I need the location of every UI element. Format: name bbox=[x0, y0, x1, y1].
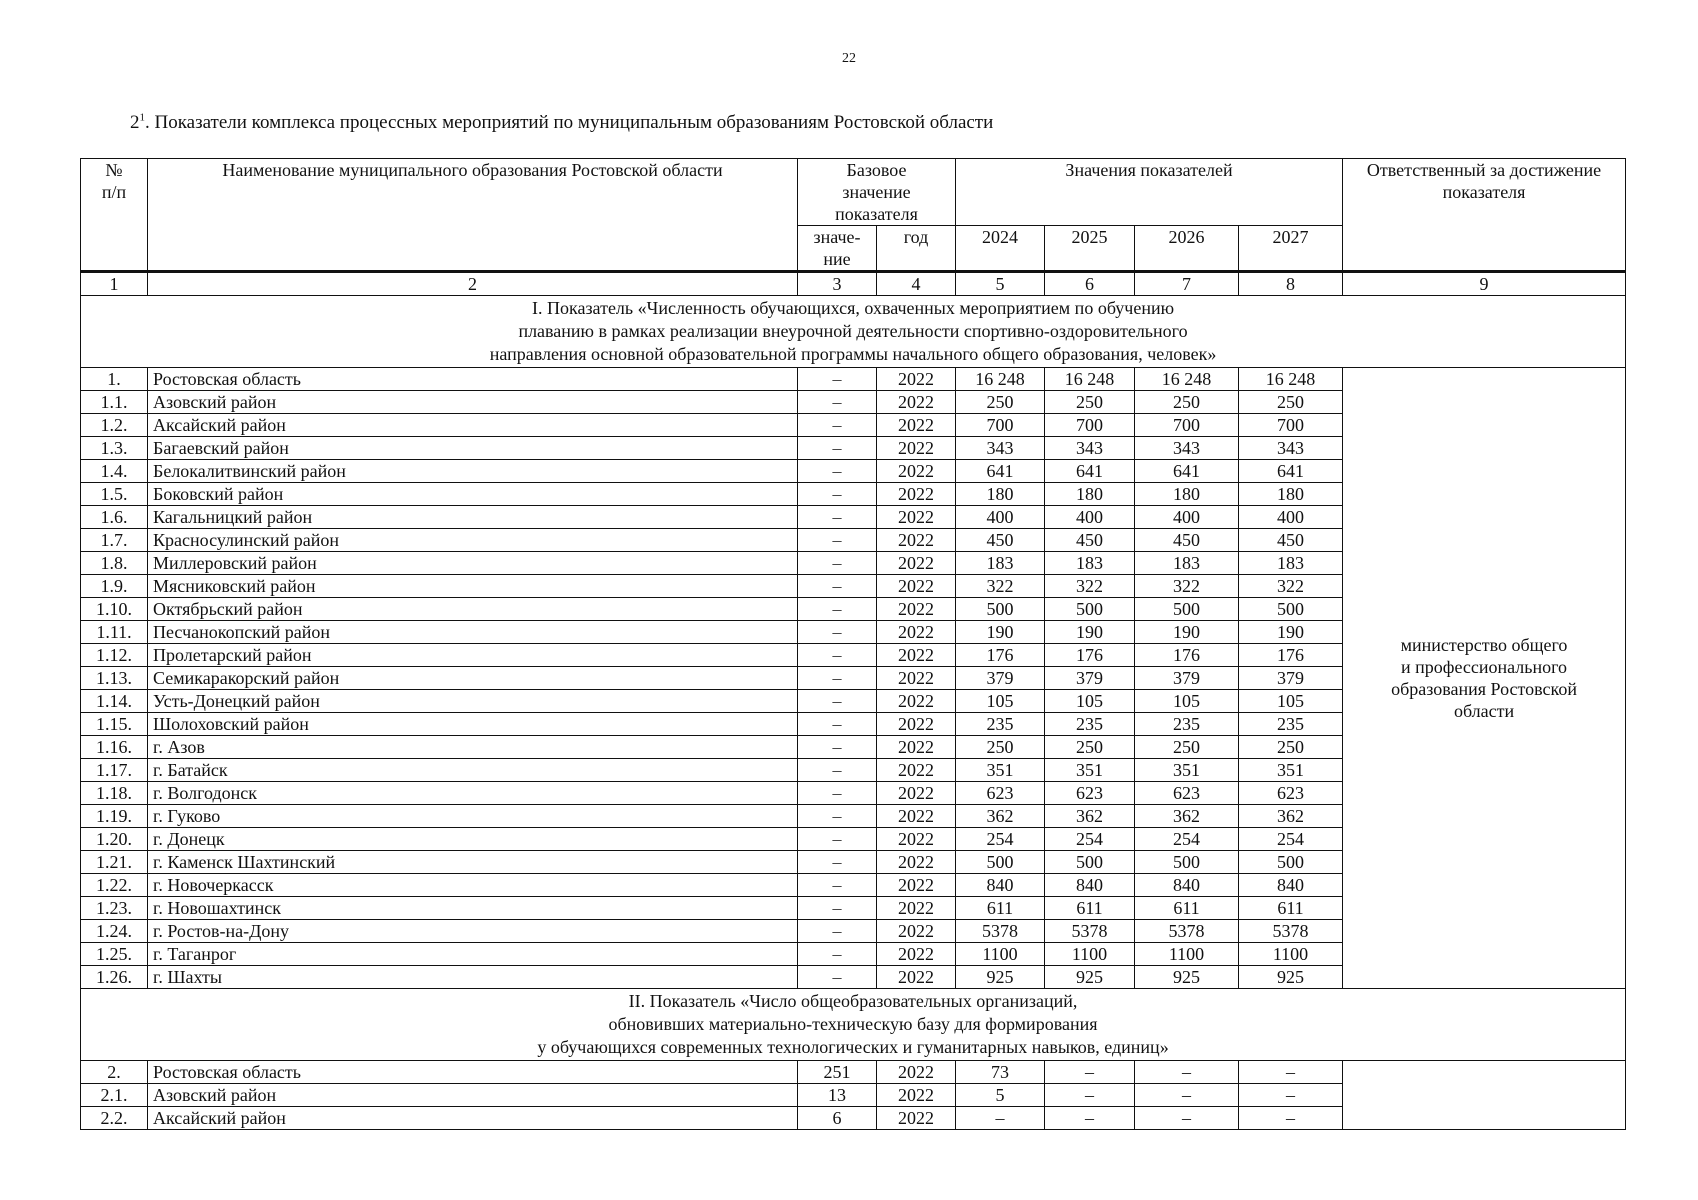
base-year: 2022 bbox=[877, 414, 956, 437]
row-number: 2. bbox=[81, 1061, 148, 1084]
value-2026: 190 bbox=[1135, 621, 1239, 644]
municipality-name: г. Гуково bbox=[148, 805, 798, 828]
header-row-1 bbox=[81, 159, 1626, 226]
value-2024: 190 bbox=[956, 621, 1045, 644]
column-number: 3 bbox=[798, 272, 877, 296]
base-value: – bbox=[798, 851, 877, 874]
municipality-name: Азовский район bbox=[148, 1084, 798, 1107]
responsible-cell bbox=[1343, 1061, 1626, 1130]
base-value: – bbox=[798, 713, 877, 736]
value-2026: 840 bbox=[1135, 874, 1239, 897]
value-2026: – bbox=[1135, 1061, 1239, 1084]
value-2026: 322 bbox=[1135, 575, 1239, 598]
value-2027: 500 bbox=[1239, 851, 1343, 874]
value-2027: 16 248 bbox=[1239, 368, 1343, 391]
base-year: 2022 bbox=[877, 460, 956, 483]
value-2024: 73 bbox=[956, 1061, 1045, 1084]
value-2025: 500 bbox=[1045, 851, 1135, 874]
table-row bbox=[81, 368, 1626, 391]
base-year: 2022 bbox=[877, 667, 956, 690]
base-year: 2022 bbox=[877, 1084, 956, 1107]
row-number: 1.20. bbox=[81, 828, 148, 851]
value-2026: 250 bbox=[1135, 391, 1239, 414]
value-2024: 180 bbox=[956, 483, 1045, 506]
value-2026: – bbox=[1135, 1107, 1239, 1130]
base-value: – bbox=[798, 483, 877, 506]
base-value: – bbox=[798, 667, 877, 690]
row-number: 1.25. bbox=[81, 943, 148, 966]
value-2026: 183 bbox=[1135, 552, 1239, 575]
value-2027: – bbox=[1239, 1084, 1343, 1107]
value-2027: 5378 bbox=[1239, 920, 1343, 943]
value-2027: 322 bbox=[1239, 575, 1343, 598]
value-2025: 1100 bbox=[1045, 943, 1135, 966]
municipality-name: г. Шахты bbox=[148, 966, 798, 989]
value-2025: 500 bbox=[1045, 598, 1135, 621]
base-year: 2022 bbox=[877, 644, 956, 667]
municipality-name: г. Батайск bbox=[148, 759, 798, 782]
base-value: – bbox=[798, 920, 877, 943]
value-2027: 641 bbox=[1239, 460, 1343, 483]
title-text: . Показатели комплекса процессных мероприятий по муниципальным образованиям Ростовской области bbox=[145, 112, 994, 133]
value-2024: 623 bbox=[956, 782, 1045, 805]
value-2026: 16 248 bbox=[1135, 368, 1239, 391]
base-year: 2022 bbox=[877, 920, 956, 943]
base-year: 2022 bbox=[877, 1107, 956, 1130]
base-year: 2022 bbox=[877, 897, 956, 920]
municipality-name: г. Ростов-на-Дону bbox=[148, 920, 798, 943]
value-2026: 343 bbox=[1135, 437, 1239, 460]
base-year: 2022 bbox=[877, 529, 956, 552]
base-value: – bbox=[798, 552, 877, 575]
value-2025: – bbox=[1045, 1061, 1135, 1084]
column-numbers-row bbox=[81, 272, 1626, 296]
base-value: – bbox=[798, 943, 877, 966]
value-2024: 925 bbox=[956, 966, 1045, 989]
value-2026: 250 bbox=[1135, 736, 1239, 759]
value-2024: 5 bbox=[956, 1084, 1045, 1107]
value-2024: 840 bbox=[956, 874, 1045, 897]
value-2027: – bbox=[1239, 1107, 1343, 1130]
value-2024: 235 bbox=[956, 713, 1045, 736]
value-2027: 176 bbox=[1239, 644, 1343, 667]
row-number: 1.11. bbox=[81, 621, 148, 644]
header-name: Наименование муниципального образования Ростовской области bbox=[148, 159, 798, 272]
row-number: 1.13. bbox=[81, 667, 148, 690]
value-2024: 400 bbox=[956, 506, 1045, 529]
value-2026: 925 bbox=[1135, 966, 1239, 989]
value-2026: 176 bbox=[1135, 644, 1239, 667]
base-value: – bbox=[798, 736, 877, 759]
column-number: 2 bbox=[148, 272, 798, 296]
value-2027: 1100 bbox=[1239, 943, 1343, 966]
base-year: 2022 bbox=[877, 736, 956, 759]
value-2025: 641 bbox=[1045, 460, 1135, 483]
municipality-name: Кагальницкий район bbox=[148, 506, 798, 529]
section-header-row bbox=[81, 989, 1626, 1061]
value-2026: 379 bbox=[1135, 667, 1239, 690]
value-2027: 840 bbox=[1239, 874, 1343, 897]
value-2026: 450 bbox=[1135, 529, 1239, 552]
column-number: 6 bbox=[1045, 272, 1135, 296]
value-2025: 611 bbox=[1045, 897, 1135, 920]
value-2024: 1100 bbox=[956, 943, 1045, 966]
value-2027: 235 bbox=[1239, 713, 1343, 736]
base-value: – bbox=[798, 575, 877, 598]
row-number: 1.3. bbox=[81, 437, 148, 460]
municipality-name: г. Новочеркасск bbox=[148, 874, 798, 897]
base-year: 2022 bbox=[877, 782, 956, 805]
header-base-value: значе- ние bbox=[798, 226, 877, 272]
value-2025: 250 bbox=[1045, 736, 1135, 759]
header-year-2027: 2027 bbox=[1239, 226, 1343, 272]
row-number: 1.9. bbox=[81, 575, 148, 598]
base-year: 2022 bbox=[877, 805, 956, 828]
base-value: 6 bbox=[798, 1107, 877, 1130]
value-2026: 254 bbox=[1135, 828, 1239, 851]
value-2027: 500 bbox=[1239, 598, 1343, 621]
value-2026: 400 bbox=[1135, 506, 1239, 529]
value-2025: 190 bbox=[1045, 621, 1135, 644]
title-prefix: 2 bbox=[130, 112, 140, 133]
base-value: – bbox=[798, 828, 877, 851]
base-value: – bbox=[798, 897, 877, 920]
value-2024: 250 bbox=[956, 391, 1045, 414]
municipality-name: Аксайский район bbox=[148, 414, 798, 437]
base-value: – bbox=[798, 874, 877, 897]
row-number: 1.19. bbox=[81, 805, 148, 828]
municipality-name: Миллеровский район bbox=[148, 552, 798, 575]
base-year: 2022 bbox=[877, 851, 956, 874]
value-2024: 176 bbox=[956, 644, 1045, 667]
header-year-2024: 2024 bbox=[956, 226, 1045, 272]
base-year: 2022 bbox=[877, 828, 956, 851]
row-number: 1.26. bbox=[81, 966, 148, 989]
value-2024: 641 bbox=[956, 460, 1045, 483]
value-2025: 379 bbox=[1045, 667, 1135, 690]
base-year: 2022 bbox=[877, 437, 956, 460]
base-value: – bbox=[798, 391, 877, 414]
value-2025: 5378 bbox=[1045, 920, 1135, 943]
base-year: 2022 bbox=[877, 1061, 956, 1084]
row-number: 1.18. bbox=[81, 782, 148, 805]
base-year: 2022 bbox=[877, 966, 956, 989]
row-number: 1.6. bbox=[81, 506, 148, 529]
column-number: 8 bbox=[1239, 272, 1343, 296]
value-2027: 351 bbox=[1239, 759, 1343, 782]
value-2025: 176 bbox=[1045, 644, 1135, 667]
page-number: 22 bbox=[842, 51, 856, 66]
row-number: 1.4. bbox=[81, 460, 148, 483]
value-2026: 611 bbox=[1135, 897, 1239, 920]
value-2024: 250 bbox=[956, 736, 1045, 759]
value-2026: 235 bbox=[1135, 713, 1239, 736]
value-2026: 5378 bbox=[1135, 920, 1239, 943]
value-2024: 500 bbox=[956, 598, 1045, 621]
value-2026: 362 bbox=[1135, 805, 1239, 828]
municipality-name: Белокалитвинский район bbox=[148, 460, 798, 483]
base-value: – bbox=[798, 506, 877, 529]
row-number: 1.22. bbox=[81, 874, 148, 897]
municipality-name: г. Таганрог bbox=[148, 943, 798, 966]
municipality-name: Ростовская область bbox=[148, 1061, 798, 1084]
value-2027: 700 bbox=[1239, 414, 1343, 437]
base-value: 13 bbox=[798, 1084, 877, 1107]
base-year: 2022 bbox=[877, 552, 956, 575]
row-number: 1.14. bbox=[81, 690, 148, 713]
row-number: 1.12. bbox=[81, 644, 148, 667]
header-base-year: год bbox=[877, 226, 956, 272]
municipality-name: Пролетарский район bbox=[148, 644, 798, 667]
municipality-name: г. Донецк bbox=[148, 828, 798, 851]
indicators-table bbox=[80, 158, 1626, 1130]
value-2024: 379 bbox=[956, 667, 1045, 690]
base-year: 2022 bbox=[877, 391, 956, 414]
value-2025: 105 bbox=[1045, 690, 1135, 713]
municipality-name: Мясниковский район bbox=[148, 575, 798, 598]
base-value: – bbox=[798, 437, 877, 460]
base-year: 2022 bbox=[877, 575, 956, 598]
value-2025: 351 bbox=[1045, 759, 1135, 782]
base-value: – bbox=[798, 598, 877, 621]
value-2024: – bbox=[956, 1107, 1045, 1130]
row-number: 1. bbox=[81, 368, 148, 391]
base-value: – bbox=[798, 782, 877, 805]
header-num: № п/п bbox=[81, 159, 148, 272]
value-2024: 5378 bbox=[956, 920, 1045, 943]
value-2025: 235 bbox=[1045, 713, 1135, 736]
row-number: 2.2. bbox=[81, 1107, 148, 1130]
value-2024: 611 bbox=[956, 897, 1045, 920]
value-2027: 105 bbox=[1239, 690, 1343, 713]
base-value: – bbox=[798, 690, 877, 713]
value-2026: 1100 bbox=[1135, 943, 1239, 966]
value-2024: 183 bbox=[956, 552, 1045, 575]
value-2026: 700 bbox=[1135, 414, 1239, 437]
value-2026: 500 bbox=[1135, 598, 1239, 621]
municipality-name: Октябрьский район bbox=[148, 598, 798, 621]
base-value: – bbox=[798, 805, 877, 828]
municipality-name: Семикаракорский район bbox=[148, 667, 798, 690]
column-number: 5 bbox=[956, 272, 1045, 296]
row-number: 1.15. bbox=[81, 713, 148, 736]
value-2025: 183 bbox=[1045, 552, 1135, 575]
column-number: 1 bbox=[81, 272, 148, 296]
base-value: – bbox=[798, 529, 877, 552]
document-title bbox=[130, 112, 993, 134]
municipality-name: г. Волгодонск bbox=[148, 782, 798, 805]
value-2024: 700 bbox=[956, 414, 1045, 437]
value-2025: 623 bbox=[1045, 782, 1135, 805]
municipality-name: Шолоховский район bbox=[148, 713, 798, 736]
value-2025: 322 bbox=[1045, 575, 1135, 598]
municipality-name: г. Каменск Шахтинский bbox=[148, 851, 798, 874]
value-2027: 925 bbox=[1239, 966, 1343, 989]
municipality-name: Азовский район bbox=[148, 391, 798, 414]
header-base: Базовое значение показателя bbox=[798, 159, 956, 226]
value-2026: 500 bbox=[1135, 851, 1239, 874]
value-2025: 450 bbox=[1045, 529, 1135, 552]
value-2026: – bbox=[1135, 1084, 1239, 1107]
value-2027: 183 bbox=[1239, 552, 1343, 575]
base-year: 2022 bbox=[877, 368, 956, 391]
value-2027: 400 bbox=[1239, 506, 1343, 529]
value-2024: 362 bbox=[956, 805, 1045, 828]
section-title: II. Показатель «Число общеобразовательных организаций, обновивших материально-техническую базу для формирования у обучающихся современных технологических и гуманитарных навыков, единиц» bbox=[81, 989, 1626, 1061]
value-2025: 840 bbox=[1045, 874, 1135, 897]
value-2027: 250 bbox=[1239, 391, 1343, 414]
value-2027: 362 bbox=[1239, 805, 1343, 828]
value-2025: – bbox=[1045, 1107, 1135, 1130]
base-value: – bbox=[798, 966, 877, 989]
value-2024: 254 bbox=[956, 828, 1045, 851]
header-responsible: Ответственный за достижение показателя bbox=[1343, 159, 1626, 272]
base-value: – bbox=[798, 414, 877, 437]
base-year: 2022 bbox=[877, 598, 956, 621]
value-2027: 623 bbox=[1239, 782, 1343, 805]
row-number: 1.10. bbox=[81, 598, 148, 621]
municipality-name: Аксайский район bbox=[148, 1107, 798, 1130]
base-value: – bbox=[798, 644, 877, 667]
section-title: I. Показатель «Численность обучающихся, охваченных мероприятием по обучению плаванию в рамках реализации внеурочной деятельности спортивно-оздоровительного направления основной образовательной программы начального общего образования, человек» bbox=[81, 296, 1626, 368]
value-2027: 611 bbox=[1239, 897, 1343, 920]
section-header-row bbox=[81, 296, 1626, 368]
value-2025: 925 bbox=[1045, 966, 1135, 989]
base-year: 2022 bbox=[877, 506, 956, 529]
municipality-name: Боковский район bbox=[148, 483, 798, 506]
municipality-name: Песчанокопский район bbox=[148, 621, 798, 644]
value-2025: 254 bbox=[1045, 828, 1135, 851]
base-year: 2022 bbox=[877, 690, 956, 713]
column-number: 9 bbox=[1343, 272, 1626, 296]
base-value: – bbox=[798, 759, 877, 782]
row-number: 1.24. bbox=[81, 920, 148, 943]
value-2027: 180 bbox=[1239, 483, 1343, 506]
municipality-name: Красносулинский район bbox=[148, 529, 798, 552]
value-2027: 379 bbox=[1239, 667, 1343, 690]
value-2025: 343 bbox=[1045, 437, 1135, 460]
value-2026: 623 bbox=[1135, 782, 1239, 805]
base-year: 2022 bbox=[877, 759, 956, 782]
base-year: 2022 bbox=[877, 483, 956, 506]
value-2025: 180 bbox=[1045, 483, 1135, 506]
municipality-name: г. Новошахтинск bbox=[148, 897, 798, 920]
row-number: 1.8. bbox=[81, 552, 148, 575]
header-values: Значения показателей bbox=[956, 159, 1343, 226]
value-2027: 250 bbox=[1239, 736, 1343, 759]
table-row bbox=[81, 1061, 1626, 1084]
base-year: 2022 bbox=[877, 874, 956, 897]
base-year: 2022 bbox=[877, 621, 956, 644]
municipality-name: Багаевский район bbox=[148, 437, 798, 460]
value-2026: 641 bbox=[1135, 460, 1239, 483]
value-2026: 105 bbox=[1135, 690, 1239, 713]
row-number: 1.2. bbox=[81, 414, 148, 437]
value-2025: 400 bbox=[1045, 506, 1135, 529]
value-2024: 343 bbox=[956, 437, 1045, 460]
municipality-name: Ростовская область bbox=[148, 368, 798, 391]
value-2027: 254 bbox=[1239, 828, 1343, 851]
value-2024: 351 bbox=[956, 759, 1045, 782]
row-number: 1.17. bbox=[81, 759, 148, 782]
value-2025: 250 bbox=[1045, 391, 1135, 414]
municipality-name: г. Азов bbox=[148, 736, 798, 759]
header-year-2026: 2026 bbox=[1135, 226, 1239, 272]
title-superscript: 1 bbox=[139, 111, 145, 124]
base-value: – bbox=[798, 368, 877, 391]
base-value: – bbox=[798, 621, 877, 644]
value-2025: 700 bbox=[1045, 414, 1135, 437]
value-2027: 450 bbox=[1239, 529, 1343, 552]
value-2027: 343 bbox=[1239, 437, 1343, 460]
row-number: 1.7. bbox=[81, 529, 148, 552]
value-2026: 180 bbox=[1135, 483, 1239, 506]
base-value: – bbox=[798, 460, 877, 483]
base-value: 251 bbox=[798, 1061, 877, 1084]
value-2025: 362 bbox=[1045, 805, 1135, 828]
value-2024: 322 bbox=[956, 575, 1045, 598]
row-number: 2.1. bbox=[81, 1084, 148, 1107]
column-number: 7 bbox=[1135, 272, 1239, 296]
value-2024: 500 bbox=[956, 851, 1045, 874]
value-2024: 16 248 bbox=[956, 368, 1045, 391]
value-2027: – bbox=[1239, 1061, 1343, 1084]
row-number: 1.21. bbox=[81, 851, 148, 874]
row-number: 1.5. bbox=[81, 483, 148, 506]
base-year: 2022 bbox=[877, 943, 956, 966]
base-year: 2022 bbox=[877, 713, 956, 736]
responsible-cell: министерство общего и профессионального образования Ростовской области bbox=[1343, 368, 1626, 989]
row-number: 1.1. bbox=[81, 391, 148, 414]
value-2024: 450 bbox=[956, 529, 1045, 552]
header-year-2025: 2025 bbox=[1045, 226, 1135, 272]
row-number: 1.16. bbox=[81, 736, 148, 759]
value-2024: 105 bbox=[956, 690, 1045, 713]
value-2025: – bbox=[1045, 1084, 1135, 1107]
value-2025: 16 248 bbox=[1045, 368, 1135, 391]
value-2027: 190 bbox=[1239, 621, 1343, 644]
value-2026: 351 bbox=[1135, 759, 1239, 782]
column-number: 4 bbox=[877, 272, 956, 296]
municipality-name: Усть-Донецкий район bbox=[148, 690, 798, 713]
row-number: 1.23. bbox=[81, 897, 148, 920]
